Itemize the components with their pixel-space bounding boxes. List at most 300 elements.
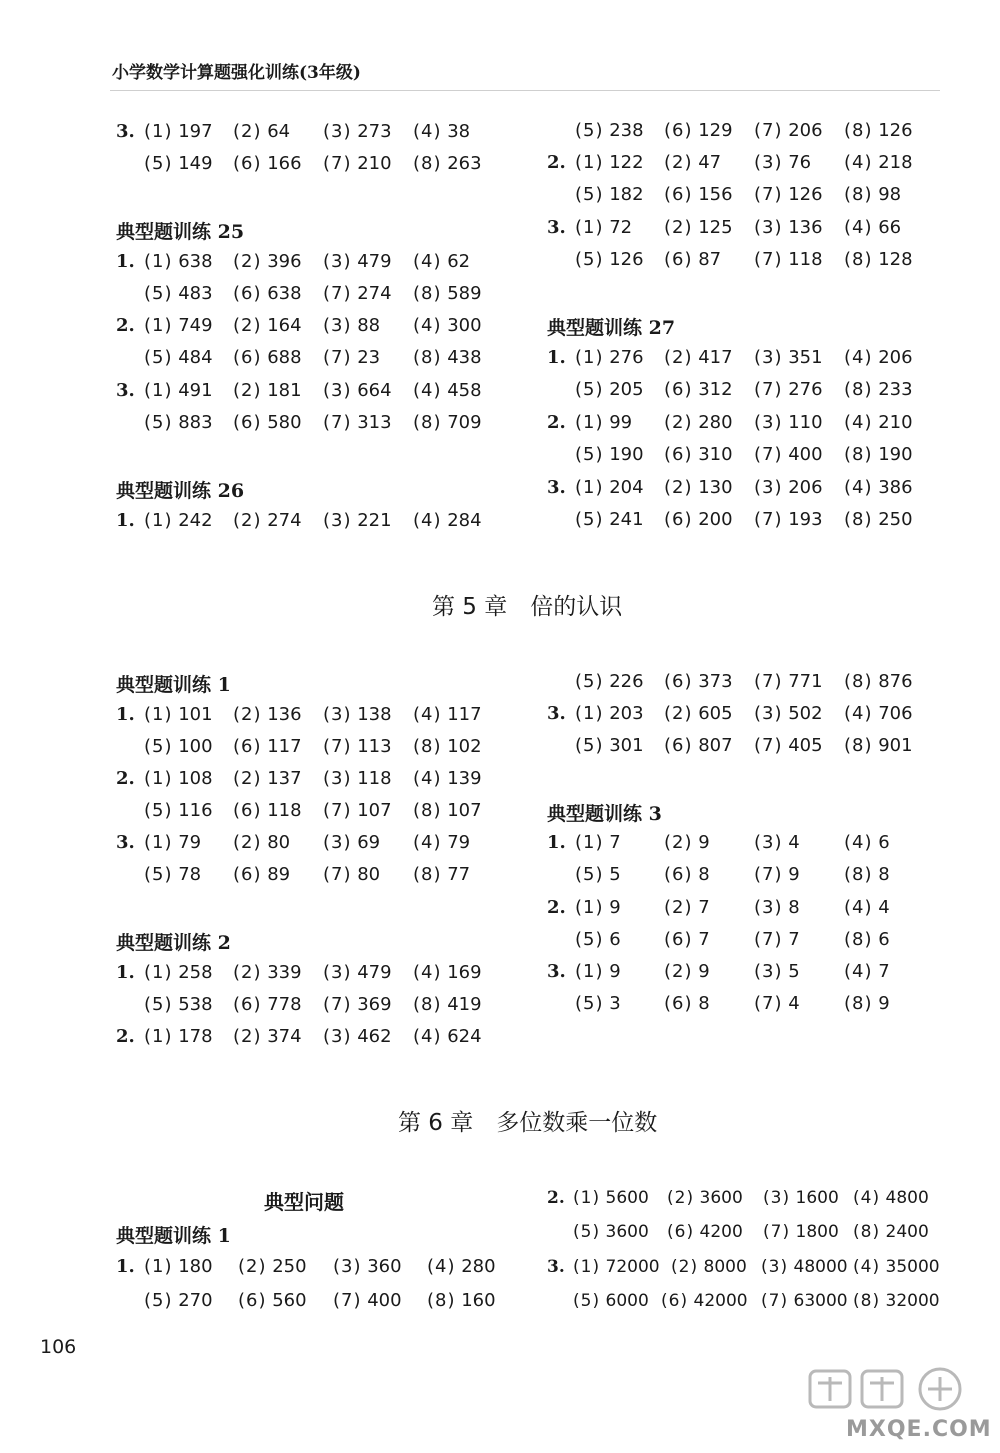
answer-item — [413, 831, 470, 855]
item-label: (2) — [664, 217, 693, 238]
answer-item — [323, 703, 392, 727]
item-value: 203 — [609, 703, 644, 724]
item-value: 280 — [698, 412, 733, 433]
item-value: 166 — [267, 153, 302, 174]
item-value: 749 — [178, 315, 213, 336]
item-label: (8) — [853, 1222, 881, 1242]
item-label: (3) — [754, 152, 783, 173]
item-value: 169 — [447, 962, 482, 983]
answer-line — [547, 1289, 940, 1409]
answer-item — [575, 151, 644, 175]
item-value: 48000 — [793, 1257, 848, 1277]
answer-item — [323, 346, 380, 370]
item-label: (2) — [671, 1257, 699, 1277]
item-label: (6) — [233, 736, 262, 757]
item-label: (6) — [664, 671, 693, 692]
item-label: (4) — [844, 897, 873, 918]
problem-number: 3. — [547, 217, 566, 238]
item-label: (7) — [323, 412, 352, 433]
answer-item — [323, 735, 392, 759]
item-value: 62 — [447, 251, 471, 272]
answer-item — [238, 1289, 307, 1313]
item-label: (7) — [754, 120, 783, 141]
item-value: 101 — [178, 704, 213, 725]
item-label: (4) — [413, 315, 442, 336]
item-label: (7) — [323, 864, 352, 885]
item-label: (8) — [853, 1291, 881, 1311]
answer-item — [664, 216, 733, 240]
item-label: (4) — [844, 412, 873, 433]
item-value: 118 — [788, 249, 823, 270]
item-label: (3) — [323, 704, 352, 725]
item-label: (8) — [844, 993, 873, 1014]
answer-item — [427, 1289, 496, 1313]
item-value: 98 — [878, 184, 902, 205]
problem-number: 3. — [547, 703, 566, 724]
item-label: (8) — [413, 153, 442, 174]
item-value: 706 — [878, 703, 913, 724]
answer-item — [144, 250, 213, 274]
answer-item — [844, 216, 901, 240]
item-value: 80 — [267, 832, 291, 853]
item-value: 200 — [698, 509, 733, 530]
item-label: (6) — [233, 412, 262, 433]
item-label: (2) — [664, 152, 693, 173]
answer-item — [144, 509, 213, 533]
answer-item — [233, 120, 290, 144]
item-label: (4) — [413, 1026, 442, 1047]
item-value: 6000 — [605, 1291, 649, 1311]
item-value: 876 — [878, 671, 913, 692]
item-label: (5) — [575, 864, 604, 885]
item-value: 35000 — [885, 1257, 940, 1277]
item-label: (7) — [754, 864, 783, 885]
answer-item — [761, 1289, 848, 1313]
item-value: 538 — [178, 994, 213, 1015]
answer-item — [413, 250, 470, 274]
item-value: 284 — [447, 510, 482, 531]
item-label: (3) — [323, 121, 352, 142]
answer-item — [667, 1220, 743, 1244]
item-value: 5600 — [605, 1188, 649, 1208]
answer-item — [575, 863, 621, 887]
item-value: 221 — [357, 510, 392, 531]
item-label: (5) — [144, 800, 173, 821]
item-value: 386 — [878, 477, 913, 498]
item-value: 206 — [788, 477, 823, 498]
item-value: 164 — [267, 315, 302, 336]
item-label: (2) — [233, 251, 262, 272]
item-value: 182 — [609, 184, 644, 205]
item-value: 137 — [267, 768, 302, 789]
answer-item — [664, 863, 710, 887]
item-value: 462 — [357, 1026, 392, 1047]
item-value: 9 — [878, 993, 890, 1014]
answer-item — [763, 1186, 839, 1210]
item-value: 580 — [267, 412, 302, 433]
answer-item — [323, 863, 380, 887]
item-label: (5) — [573, 1222, 601, 1242]
section-heading: 典型题训练 27 — [547, 317, 676, 339]
item-label: (4) — [844, 477, 873, 498]
item-value: 360 — [367, 1256, 402, 1277]
answer-item — [853, 1289, 940, 1313]
item-value: 300 — [447, 315, 482, 336]
answer-item — [844, 670, 913, 694]
item-value: 6 — [878, 832, 890, 853]
item-value: 242 — [178, 510, 213, 531]
item-value: 901 — [878, 735, 913, 756]
item-value: 180 — [178, 1256, 213, 1277]
answer-item — [323, 509, 392, 533]
answer-line — [116, 1025, 482, 1169]
item-value: 205 — [609, 379, 644, 400]
answer-item — [233, 250, 302, 274]
answer-item — [323, 799, 392, 823]
answer-item — [844, 508, 913, 532]
item-label: (1) — [144, 962, 173, 983]
item-label: (3) — [323, 510, 352, 531]
item-value: 276 — [609, 347, 644, 368]
item-label: (3) — [323, 962, 352, 983]
answer-item — [575, 670, 644, 694]
item-value: 8 — [878, 864, 890, 885]
answer-item — [754, 992, 800, 1016]
answer-item — [844, 734, 913, 758]
item-value: 771 — [788, 671, 823, 692]
item-label: (1) — [575, 217, 604, 238]
item-value: 128 — [878, 249, 913, 270]
item-label: (3) — [323, 768, 352, 789]
item-label: (2) — [664, 897, 693, 918]
answer-item — [664, 734, 733, 758]
item-label: (5) — [575, 735, 604, 756]
item-label: (4) — [844, 217, 873, 238]
answer-item — [754, 508, 823, 532]
answer-item — [754, 248, 823, 272]
item-label: (3) — [754, 832, 783, 853]
item-label: (1) — [575, 412, 604, 433]
item-label: (6) — [664, 929, 693, 950]
answer-item — [844, 960, 890, 984]
answer-item — [233, 379, 302, 403]
item-value: 502 — [788, 703, 823, 724]
item-label: (7) — [323, 736, 352, 757]
item-label: (6) — [233, 283, 262, 304]
answer-item — [573, 1255, 660, 1279]
item-label: (3) — [323, 380, 352, 401]
item-value: 417 — [698, 347, 733, 368]
answer-item — [754, 670, 823, 694]
item-value: 250 — [272, 1256, 307, 1277]
answer-item — [664, 248, 721, 272]
item-label: (1) — [144, 1026, 173, 1047]
answer-item — [573, 1220, 649, 1244]
problem-number: 2. — [547, 1188, 565, 1208]
item-label: (7) — [754, 735, 783, 756]
item-label: (3) — [323, 315, 352, 336]
item-label: (2) — [233, 962, 262, 983]
answer-item — [664, 346, 733, 370]
item-label: (8) — [413, 864, 442, 885]
item-label: (1) — [575, 703, 604, 724]
item-value: 4800 — [885, 1188, 929, 1208]
item-label: (6) — [238, 1290, 267, 1311]
answer-item — [144, 993, 213, 1017]
answer-item — [844, 119, 913, 143]
item-value: 419 — [447, 994, 482, 1015]
item-label: (2) — [233, 704, 262, 725]
item-label: (6) — [664, 864, 693, 885]
item-value: 624 — [447, 1026, 482, 1047]
item-label: (1) — [575, 347, 604, 368]
item-label: (7) — [333, 1290, 362, 1311]
answer-item — [233, 1025, 302, 1049]
answer-item — [333, 1289, 402, 1313]
item-label: (3) — [754, 961, 783, 982]
item-value: 405 — [788, 735, 823, 756]
answer-item — [853, 1220, 929, 1244]
item-value: 218 — [878, 152, 913, 173]
answer-item — [575, 992, 621, 1016]
item-value: 130 — [698, 477, 733, 498]
item-label: (4) — [853, 1257, 881, 1277]
answer-item — [573, 1186, 649, 1210]
item-label: (7) — [754, 993, 783, 1014]
item-label: (6) — [233, 347, 262, 368]
item-label: (7) — [754, 184, 783, 205]
item-value: 276 — [788, 379, 823, 400]
answer-item — [844, 378, 913, 402]
answer-item — [144, 411, 213, 435]
item-value: 66 — [878, 217, 902, 238]
answer-item — [754, 378, 823, 402]
answer-item — [575, 183, 644, 207]
problem-number: 1. — [116, 510, 135, 531]
answer-item — [238, 1255, 307, 1279]
item-value: 7 — [878, 961, 890, 982]
item-label: (4) — [413, 380, 442, 401]
answer-item — [144, 1289, 213, 1313]
item-label: (5) — [575, 929, 604, 950]
item-label: (8) — [844, 249, 873, 270]
answer-item — [144, 379, 213, 403]
answer-item — [844, 896, 890, 920]
item-value: 206 — [878, 347, 913, 368]
answer-item — [233, 735, 302, 759]
item-value: 210 — [357, 153, 392, 174]
item-label: (5) — [575, 993, 604, 1014]
answer-item — [144, 1255, 213, 1279]
item-value: 484 — [178, 347, 213, 368]
item-value: 160 — [461, 1290, 496, 1311]
item-label: (2) — [233, 121, 262, 142]
answer-item — [233, 411, 302, 435]
item-value: 69 — [357, 832, 381, 853]
chapter-title: 第 6 章 多位数乘一位数 — [398, 1110, 658, 1136]
answer-item — [323, 831, 380, 855]
item-value: 107 — [447, 800, 482, 821]
section-heading: 典型题训练 2 — [116, 932, 231, 954]
item-label: (1) — [144, 510, 173, 531]
answer-item — [427, 1255, 496, 1279]
section-heading: 典型题训练 1 — [116, 1225, 231, 1247]
answer-item — [575, 960, 621, 984]
answer-item — [575, 831, 621, 855]
item-label: (1) — [573, 1188, 601, 1208]
answer-item — [664, 476, 733, 500]
answer-item — [413, 346, 482, 370]
answer-item — [413, 799, 482, 823]
answer-item — [664, 992, 710, 1016]
answer-item — [664, 928, 710, 952]
answer-item — [844, 183, 901, 207]
item-label: (3) — [754, 412, 783, 433]
item-label: (6) — [664, 993, 693, 1014]
item-label: (5) — [575, 379, 604, 400]
item-value: 458 — [447, 380, 482, 401]
item-label: (8) — [844, 184, 873, 205]
item-value: 664 — [357, 380, 392, 401]
answer-item — [844, 476, 913, 500]
answer-item — [763, 1220, 839, 1244]
item-value: 149 — [178, 153, 213, 174]
item-label: (1) — [575, 152, 604, 173]
answer-item — [853, 1186, 929, 1210]
item-value: 263 — [447, 153, 482, 174]
item-label: (8) — [413, 994, 442, 1015]
answer-item — [664, 702, 733, 726]
item-label: (4) — [413, 510, 442, 531]
item-value: 400 — [367, 1290, 402, 1311]
item-label: (2) — [233, 510, 262, 531]
item-value: 8000 — [703, 1257, 747, 1277]
answer-item — [754, 702, 823, 726]
answer-item — [323, 767, 392, 791]
item-value: 117 — [267, 736, 302, 757]
item-label: (7) — [323, 347, 352, 368]
answer-item — [664, 508, 733, 532]
item-label: (3) — [754, 477, 783, 498]
answer-item — [664, 119, 733, 143]
problem-number: 3. — [116, 121, 135, 142]
item-value: 369 — [357, 994, 392, 1015]
item-value: 178 — [178, 1026, 213, 1047]
item-label: (4) — [844, 961, 873, 982]
item-label: (4) — [413, 962, 442, 983]
item-value: 273 — [357, 121, 392, 142]
answer-item — [754, 734, 823, 758]
item-label: (8) — [844, 509, 873, 530]
item-label: (2) — [664, 961, 693, 982]
item-label: (6) — [233, 864, 262, 885]
answer-item — [233, 767, 302, 791]
item-label: (3) — [333, 1256, 362, 1277]
item-label: (1) — [144, 832, 173, 853]
item-label: (5) — [144, 153, 173, 174]
item-label: (1) — [144, 251, 173, 272]
item-label: (5) — [144, 736, 173, 757]
item-label: (4) — [413, 704, 442, 725]
item-label: (5) — [144, 412, 173, 433]
item-label: (6) — [667, 1222, 695, 1242]
item-label: (7) — [754, 249, 783, 270]
item-value: 310 — [698, 444, 733, 465]
item-value: 38 — [447, 121, 471, 142]
answer-item — [233, 314, 302, 338]
item-label: (5) — [575, 509, 604, 530]
item-label: (5) — [573, 1291, 601, 1311]
answer-item — [754, 896, 800, 920]
problem-number: 2. — [116, 768, 135, 789]
answer-item — [233, 282, 302, 306]
item-value: 3 — [609, 993, 621, 1014]
answer-item — [413, 863, 470, 887]
item-label: (5) — [575, 184, 604, 205]
item-value: 4200 — [699, 1222, 743, 1242]
answer-item — [413, 509, 482, 533]
item-label: (3) — [754, 703, 783, 724]
item-label: (7) — [754, 509, 783, 530]
answer-item — [413, 282, 482, 306]
item-label: (1) — [144, 1256, 173, 1277]
answer-item — [233, 799, 302, 823]
item-label: (8) — [427, 1290, 456, 1311]
item-value: 6 — [878, 929, 890, 950]
problem-number: 1. — [116, 962, 135, 983]
item-value: 87 — [698, 249, 722, 270]
item-label: (8) — [844, 671, 873, 692]
item-value: 3600 — [699, 1188, 743, 1208]
item-value: 226 — [609, 671, 644, 692]
item-value: 80 — [357, 864, 381, 885]
item-value: 238 — [609, 120, 644, 141]
answer-line — [116, 509, 482, 653]
item-value: 4 — [788, 832, 800, 853]
item-value: 72000 — [605, 1257, 660, 1277]
answer-item — [413, 961, 482, 985]
item-value: 560 — [272, 1290, 307, 1311]
item-value: 688 — [267, 347, 302, 368]
item-label: (6) — [664, 120, 693, 141]
chapter-title: 第 5 章 倍的认识 — [432, 594, 623, 620]
problem-number: 2. — [547, 152, 566, 173]
answer-item — [233, 831, 290, 855]
item-value: 233 — [878, 379, 913, 400]
item-label: (4) — [413, 832, 442, 853]
item-value: 99 — [609, 412, 633, 433]
answer-item — [575, 346, 644, 370]
answer-item — [413, 379, 482, 403]
problem-number: 1. — [116, 704, 135, 725]
item-value: 206 — [788, 120, 823, 141]
item-value: 2400 — [885, 1222, 929, 1242]
answer-item — [144, 346, 213, 370]
item-value: 136 — [267, 704, 302, 725]
item-value: 438 — [447, 347, 482, 368]
item-label: (2) — [664, 703, 693, 724]
item-label: (4) — [413, 251, 442, 272]
item-value: 76 — [788, 152, 812, 173]
item-label: (2) — [238, 1256, 267, 1277]
answer-item — [664, 378, 733, 402]
section-heading: 典型题训练 1 — [116, 674, 231, 696]
answer-item — [761, 1255, 848, 1279]
item-label: (7) — [763, 1222, 791, 1242]
item-value: 6 — [609, 929, 621, 950]
item-value: 126 — [878, 120, 913, 141]
item-label: (2) — [667, 1188, 695, 1208]
